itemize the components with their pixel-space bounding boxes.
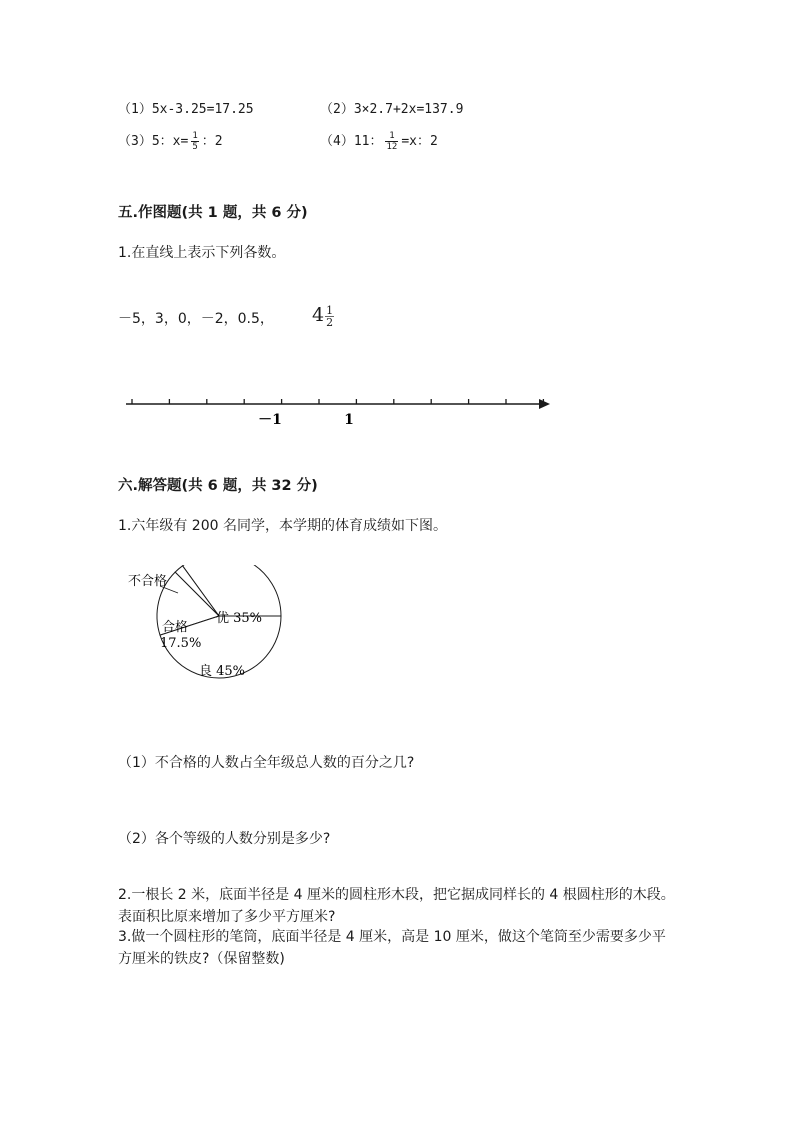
fraction-numerator: 1: [326, 303, 334, 317]
label-excellent: 优 35%: [216, 611, 263, 626]
mixed-fraction: [325, 305, 334, 328]
section-6-question-2: 2.一根长 2 米，底面半径是 4 厘米的圆柱形木段，把它据成同样长的 4 根圆柱形的木段。表面积比原来增加了多少平方厘米?: [118, 887, 675, 925]
pie-chart: [120, 565, 300, 715]
equation-4-fraction: [385, 131, 398, 152]
sub-question-2: （2）各个等级的人数分别是多少?: [118, 831, 331, 847]
equation-4: [320, 130, 438, 152]
numbers-to-plot: －5，3，0，－2，0.5，: [118, 311, 274, 327]
sub-question-1: （1）不合格的人数占全年级总人数的百分之几?: [118, 755, 415, 771]
section-6-title: 六.解答题(共 6 题，共 32 分): [118, 478, 318, 494]
number-line: [120, 392, 560, 432]
section-5-question-1: 1.在直线上表示下列各数。: [118, 245, 286, 261]
mixed-whole: 4: [312, 304, 325, 326]
fraction-denominator: 2: [326, 315, 334, 329]
section-6-question-1: 1.六年级有 200 名同学，本学期的体育成绩如下图。: [118, 518, 447, 534]
label-minus-one: －1: [258, 412, 282, 428]
equation-2: （2）3×2.7+2x=137.9: [320, 102, 464, 117]
equation-3-prefix: （3）5：x=: [118, 134, 189, 149]
label-pass-value: 17.5%: [160, 636, 202, 651]
section-5-title: 五.作图题(共 1 题，共 6 分): [118, 205, 308, 221]
equation-4-suffix: =x：2: [401, 134, 438, 149]
label-one: 1: [344, 412, 354, 428]
equation-3-fraction: [191, 131, 198, 152]
label-good: 良 45%: [199, 664, 246, 679]
fraction-numerator: 1: [385, 131, 398, 142]
equation-4-prefix: （4）11：: [320, 134, 383, 149]
equation-1: （1）5x-3.25=17.25: [118, 102, 254, 117]
equation-3: [118, 130, 223, 152]
number-line-arrow-icon: [539, 399, 550, 409]
mixed-number: [312, 304, 337, 328]
fraction-numerator: 1: [192, 131, 198, 141]
section-6-question-3: 3.做一个圆柱形的笔筒，底面半径是 4 厘米，高是 10 厘米，做这个笔筒至少需要多少平方厘米的铁皮?（保留整数): [118, 929, 666, 967]
fraction-denominator: 12: [386, 142, 398, 152]
label-fail: 不合格: [128, 574, 168, 589]
fraction-denominator: 5: [192, 142, 198, 152]
equation-3-suffix: ：2: [201, 134, 223, 149]
label-pass-name: 合格: [162, 620, 189, 635]
